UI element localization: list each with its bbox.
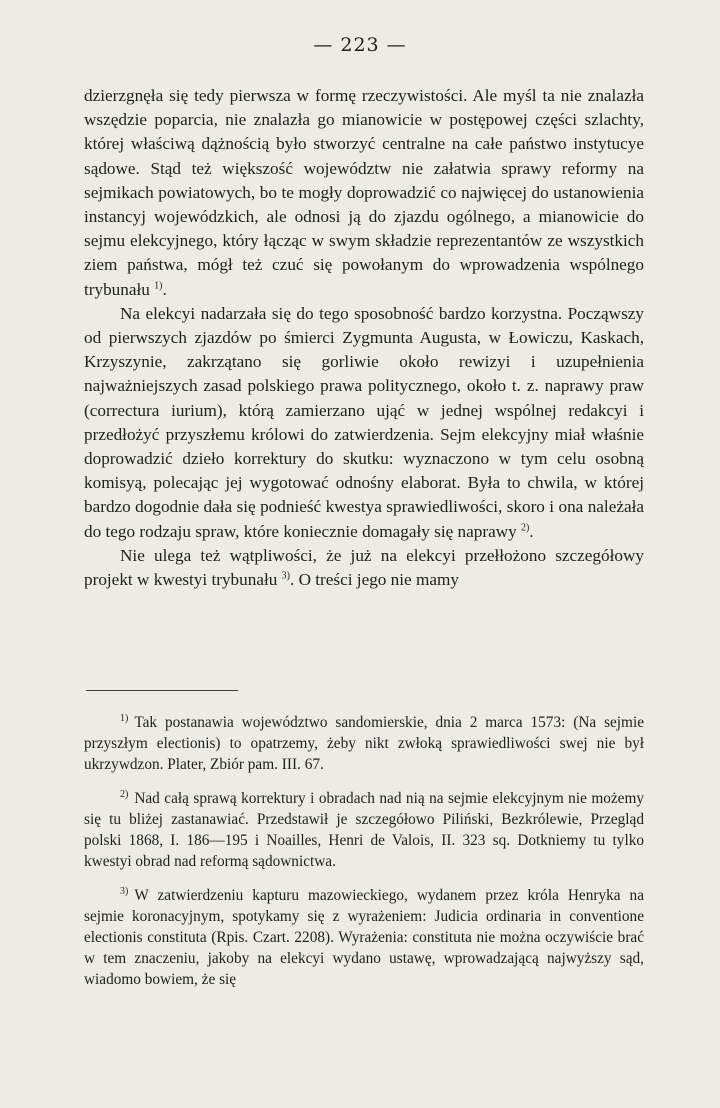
footnote-text: Nad całą sprawą korrektury i obradach nad nią na sejmie elekcyjnym nie możemy się tu bliżej zastanawiać. Przedstawił je szczegółowo Piliński, Bezkrólewie, Przegląd polski 1868, I. 186—195 i Noailles, Henri de Valois, II. 323 sq. Dotkniemy tu tylko kwestyi obrad nad reformą sądownictwa. <box>84 790 644 870</box>
page-number: — 223 — <box>313 34 407 56</box>
footnote <box>84 885 644 990</box>
footnote-reference: 2) <box>521 521 530 533</box>
footnote <box>84 712 644 775</box>
footnotes <box>84 712 644 1003</box>
footnote-mark: 1) <box>120 712 129 724</box>
paragraph-tail: . <box>162 279 167 299</box>
footnote-mark: 3) <box>120 885 129 897</box>
paragraph <box>84 544 644 592</box>
paragraph <box>84 84 644 302</box>
paragraph-tail: . O treści jego nie mamy <box>289 570 459 590</box>
footnote-reference: 3) <box>281 570 290 582</box>
footnote-mark: 2) <box>120 788 129 800</box>
footnote-reference: 1) <box>154 279 163 291</box>
paragraph-text: Nie ulega też wątpliwości, że już na elekcyi przełłożono szczegółowy projekt w kwestyi trybunału <box>84 545 644 590</box>
paragraph-tail: . <box>529 521 534 541</box>
main-text <box>84 84 644 592</box>
footnote <box>84 788 644 872</box>
paragraph <box>84 302 644 544</box>
footnote-text: Tak postanawia województwo sandomierskie, dnia 2 marca 1573: (Na sejmie przyszłym electionis) to opatrzemy, żeby nikt zwłoką sprawiedliwości swej nie był ukrzywdzon. Plater, Zbiór pam. III. 67. <box>84 714 644 773</box>
footnote-divider <box>86 690 238 691</box>
footnote-text: W zatwierdzeniu kapturu mazowieckiego, wydanem przez króla Henryka na sejmie koronacyjnym, spotykamy się z wyrażeniem: Judicia ordinaria in conventione electionis constituta (Rpis. Czart. 2208). Wyrażenia: constituta nie można oczywiście brać w tem znaczeniu, jakoby na elekcyi wydano ustawę, wprowadzającą najwyższy sąd, wiadomo bowiem, że się <box>84 887 644 988</box>
paragraph-text: Na elekcyi nadarzała się do tego sposobność bardzo korzystna. Począwszy od pierwszych zjazdów po śmierci Zygmunta Augusta, w Łowiczu, Kaskach, Krzyszynie, zakrzątano się gorliwie około rewizyi i uzupełnienia najważniejszych zasad polskiego prawa politycznego, około t. z. naprawy praw (correctura iurium), którą zamierzano ująć w jednej wspólnej redakcyi i przedłożyć przyszłemu królowi do zatwierdzenia. Sejm elekcyjny miał właśnie doprowadzić dzieło korrektury do skutku: wyznaczono w tym celu osobną komisyą, polecając jej wygotować odnośny elaborat. Była to chwila, w której bardzo dogodnie dała się podnieść kwestya sprawiedliwości, skoro i ona należała do tego rodzaju spraw, które koniecznie domagały się naprawy <box>84 303 644 541</box>
paragraph-text: dzierzgnęła się tedy pierwsza w formę rzeczywistości. Ale myśl ta nie znalazła wszędzie poparcia, nie znalazła go mianowicie w postępowej części szlachty, której właściwą dążnością było stworzyć centralne na całe państwo instytucye sądowe. Stąd też większość województw nie załatwia sprawy reformy na sejmikach powiatowych, bo te mogły doprowadzić co najwięcej do ustanowienia instancyj wojewódzkich, ale odnosi ją do zjazdu ogólnego, a mianowicie do sejmu elekcyjnego, który łącząc w swym składzie reprezentantów ze wszystkich ziem państwa, mógł też czuć się powołanym do wprowadzenia wspólnego trybunału <box>84 86 644 299</box>
